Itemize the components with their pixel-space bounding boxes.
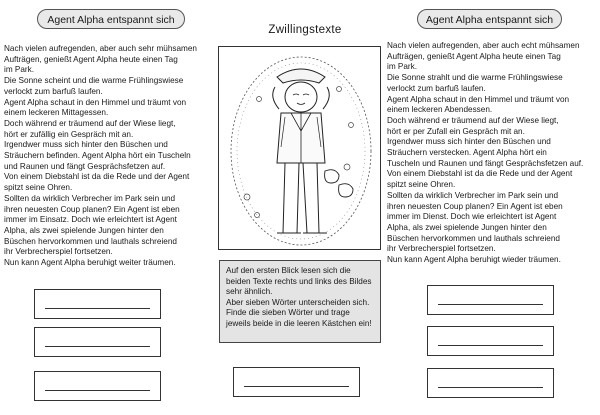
right-text-heading: Agent Alpha entspannt sich bbox=[417, 9, 562, 29]
answer-box[interactable] bbox=[34, 327, 161, 357]
answer-box[interactable] bbox=[427, 368, 554, 398]
agent-resting-drawing bbox=[219, 47, 382, 251]
left-story-text: Nach vielen aufregenden, aber auch sehr mühsamen Aufträgen, genießt Agent Alpha heute einen Tag im Park. Die Sonne scheint und die warme Frühlingswiese verlockt zum barfuß laufen. Agent Alpha schaut in den Himmel und träumt von einem leckeren Mittagessen. Doch während er träumend auf der Wiese liegt, hört er zufällig ein Gespräch mit an. Irgendwer muss sich hinter den Büschen und Sträuchern befinden. Agent Alpha hört ein Tuscheln und Raunen und fängt Gesprächsfetzen auf. Von einem Diebstahl ist da die Rede und der Agent spitzt seine Ohren. Sollten da wirklich Verbrecher im Park sein und ihren neuesten Coup planen? Ein Agent ist eben immer im Einsatz. Doch wie erleichtert ist Agent Alpha, als zwei spielende Jungen hinter den Büschen hervorkommen und lauthals schreiend ihr Verbrecherspiel fortsetzen. Nun kann Agent Alpha beruhigt weiter träumen. bbox=[4, 44, 197, 268]
left-text-heading: Agent Alpha entspannt sich bbox=[37, 9, 185, 29]
right-story-text: Nach vielen aufregenden, aber auch echt mühsamen Aufträgen, genießt Agent Alpha heute einen Tag im Park. Die Sonne strahlt und die warme Frühlingswiese verlockt zum barfuß laufen. Agent Alpha schaut in den Himmel und träumt von einem leckeren Abendessen. Doch während er träumend auf der Wiese liegt, hört er per Zufall ein Gespräch mit an. Irgendwer muss sich hinter den Büschen und Sträuchern verstecken. Agent Alpha hört ein Tuscheln und Raunen und fängt Gesprächsfetzen auf. Von einem Diebstahl ist da die Rede und der Agent spitzt seine Ohren. Sollten da wirklich Verbrecher im Park sein und ihren neuesten Coup planen? Ein Agent ist eben immer im Dienst. Doch wie erleichtert ist Agent Alpha, als zwei spielende Jungen hinter den Büschen hervorkommen und lauthals schreiend ihr Verbrecherspiel fortsetzen. Nun kann Agent Alpha beruhigt wieder träumen. bbox=[387, 41, 584, 265]
answer-box[interactable] bbox=[427, 285, 554, 315]
answer-box[interactable] bbox=[427, 326, 554, 356]
illustration-agent-lying-on-grass bbox=[218, 46, 381, 250]
shoes-icon bbox=[325, 170, 353, 197]
instruction-box bbox=[219, 260, 381, 343]
instruction-text: Auf den ersten Blick lesen sich die beiden Texte rechts und links des Bildes sehr ähnlich. Aber sieben Wörter unterscheiden sich. Finde die sieben Wörter und trage jeweils beide in die leeren Kästchen ein! bbox=[226, 266, 372, 328]
worksheet-title: Zwillingstexte bbox=[268, 24, 342, 36]
answer-box[interactable] bbox=[34, 289, 161, 319]
answer-box[interactable] bbox=[34, 371, 161, 401]
answer-box[interactable] bbox=[233, 367, 360, 397]
